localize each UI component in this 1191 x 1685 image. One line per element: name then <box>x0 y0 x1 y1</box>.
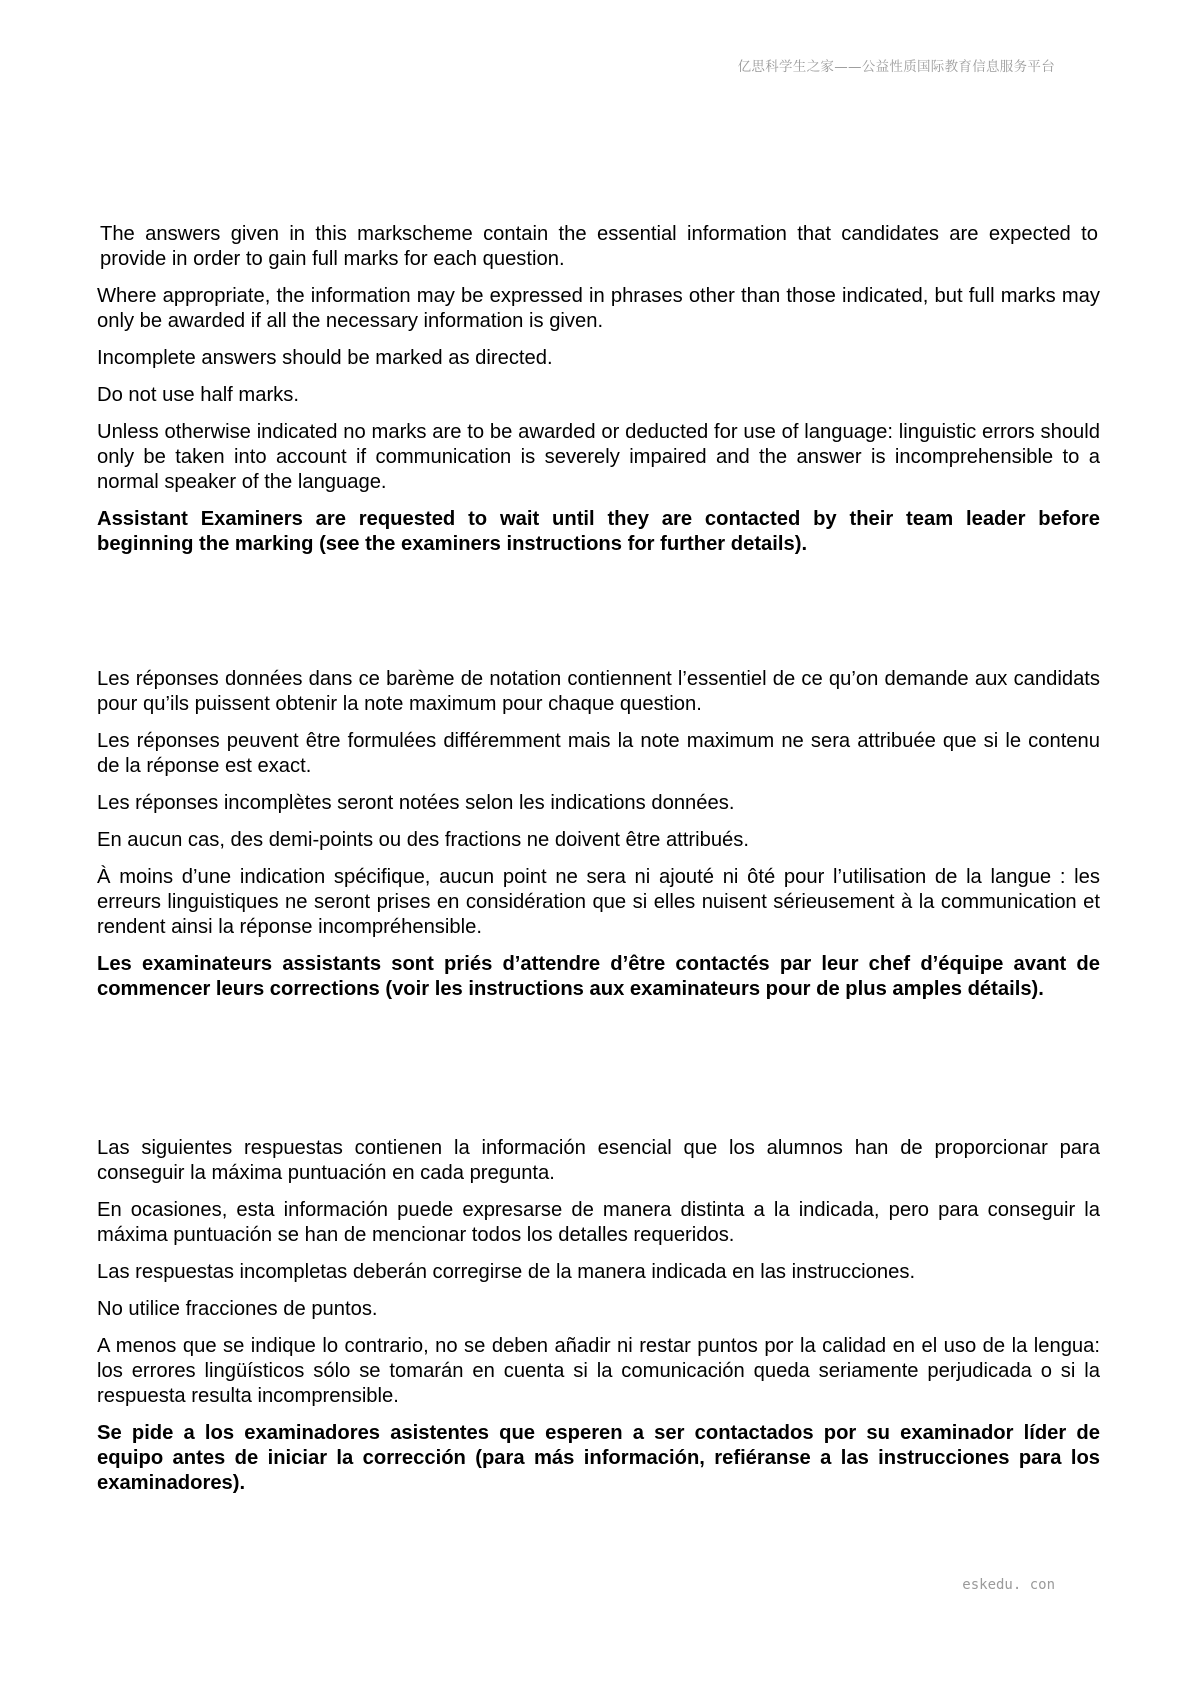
english-paragraph-1: The answers given in this markscheme contain the essential information that candidates are expected to provide in order to gain full marks for each question. <box>100 223 1098 270</box>
english-paragraph-2: Where appropriate, the information may be expressed in phrases other than those indicated, but full marks may only be awarded if all the necessary information is given. <box>97 285 1100 332</box>
english-instructions-section <box>97 222 1100 569</box>
spanish-paragraph-4: No utilice fracciones de puntos. <box>97 1298 378 1320</box>
spanish-bold-notice: Se pide a los examinadores asistentes que esperen a ser contactados por su examinador líder de equipo antes de iniciar la corrección (para más información, refiéranse a las instrucciones para los examinadores). <box>97 1422 1100 1494</box>
spanish-paragraph-1: Las siguientes respuestas contienen la información esencial que los alumnos han de proporcionar para conseguir la máxima puntuación en cada pregunta. <box>97 1137 1100 1184</box>
spanish-paragraph-2: En ocasiones, esta información puede expresarse de manera distinta a la indicada, pero para conseguir la máxima puntuación se han de mencionar todos los detalles requeridos. <box>97 1199 1100 1246</box>
footer-watermark: eskedu. con <box>962 1577 1055 1593</box>
spanish-paragraph-3: Las respuestas incompletas deberán corregirse de la manera indicada en las instrucciones. <box>97 1261 916 1283</box>
header-watermark: 亿思科学生之家——公益性质国际教育信息服务平台 <box>737 59 1055 75</box>
english-paragraph-3: Incomplete answers should be marked as directed. <box>97 347 553 369</box>
french-bold-notice: Les examinateurs assistants sont priés d’attendre d’être contactés par leur chef d’équipe avant de commencer leurs corrections (voir les instructions aux examinateurs pour de plus amples détails). <box>97 953 1100 1000</box>
spanish-instructions-section <box>97 1136 1100 1508</box>
french-paragraph-5: À moins d’une indication spécifique, aucun point ne sera ni ajouté ni ôté pour l’utilisation de la langue : les erreurs linguistiques ne seront prises en considération que si elles nuisent sérieusement à la communication et rendent ainsi la réponse incompréhensible. <box>97 866 1100 938</box>
french-paragraph-2: Les réponses peuvent être formulées différemment mais la note maximum ne sera attribuée que si le contenu de la réponse est exact. <box>97 730 1100 777</box>
french-paragraph-1: Les réponses données dans ce barème de notation contiennent l’essentiel de ce qu’on demande aux candidats pour qu’ils puissent obtenir la note maximum pour chaque question. <box>97 668 1100 715</box>
english-paragraph-4: Do not use half marks. <box>97 384 299 406</box>
french-instructions-section <box>97 667 1100 1014</box>
spanish-paragraph-5: A menos que se indique lo contrario, no se deben añadir ni restar puntos por la calidad en el uso de la lengua: los errores lingüísticos sólo se tomarán en cuenta si la comunicación queda seriamente perjudicada o si la respuesta resulta incomprensible. <box>97 1335 1100 1407</box>
english-paragraph-5: Unless otherwise indicated no marks are to be awarded or deducted for use of language: linguistic errors should only be taken into account if communication is severely impaired and the answer is incomprehensible to a normal speaker of the language. <box>97 421 1100 493</box>
french-paragraph-3: Les réponses incomplètes seront notées selon les indications données. <box>97 792 735 814</box>
french-paragraph-4: En aucun cas, des demi-points ou des fractions ne doivent être attribués. <box>97 829 749 851</box>
english-bold-notice: Assistant Examiners are requested to wait until they are contacted by their team leader before beginning the marking (see the examiners instructions for further details). <box>97 508 1100 555</box>
